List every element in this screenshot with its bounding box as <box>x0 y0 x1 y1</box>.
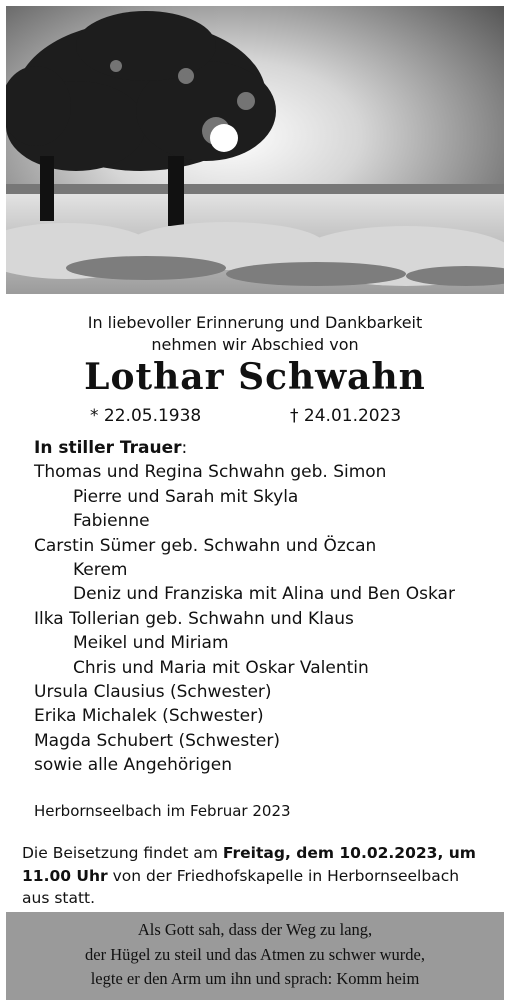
mourners-heading: In stiller Trauer: <box>34 438 188 458</box>
memorial-quote <box>6 912 504 1000</box>
list-item: sowie alle Angehörigen <box>34 755 233 776</box>
intro-line-1: In liebevoller Erinnerung und Dankbarkeit <box>87 313 423 332</box>
list-item: Fabienne <box>73 511 150 532</box>
list-item: Carstin Sümer geb. Schwahn und Özcan <box>34 535 377 556</box>
list-item: Deniz und Franziska mit Alina und Ben Oskar <box>73 584 455 605</box>
list-item: Pierre und Sarah mit Skyla <box>73 486 299 507</box>
list-item: Thomas und Regina Schwahn geb. Simon <box>34 462 387 483</box>
list-item: Kerem <box>73 559 128 580</box>
list-item: Chris und Maria mit Oskar Valentin <box>73 657 369 678</box>
winter-tree-photo <box>6 6 504 294</box>
quote-line: legte er den Arm um ihn und sprach: Komm heim <box>90 969 420 988</box>
intro-line-2: nehmen wir Abschied von <box>151 335 359 354</box>
death-date: † 24.01.2023 <box>290 406 402 426</box>
quote-line: Als Gott sah, dass der Weg zu lang, <box>137 920 373 939</box>
list-item: Meikel und Miriam <box>73 633 229 654</box>
birth-date: * 22.05.1938 <box>90 406 202 426</box>
mourners-list <box>34 436 504 777</box>
list-item: Magda Schubert (Schwester) <box>34 730 280 751</box>
quote-line: der Hügel zu steil und das Atmen zu schwer wurde, <box>85 944 425 964</box>
list-item: Erika Michalek (Schwester) <box>34 706 264 727</box>
deceased-name: Lothar Schwahn <box>84 356 426 398</box>
burial-info: Die Beisetzung findet am Freitag, dem 10.02.2023, um 11.00 Uhr von der Friedhofskapelle in Herbornseelbach aus statt. <box>22 844 476 907</box>
list-item: Ursula Clausius (Schwester) <box>34 681 272 702</box>
list-item: Ilka Tollerian geb. Schwahn und Klaus <box>34 608 354 629</box>
place-date: Herbornseelbach im Februar 2023 <box>34 802 291 820</box>
